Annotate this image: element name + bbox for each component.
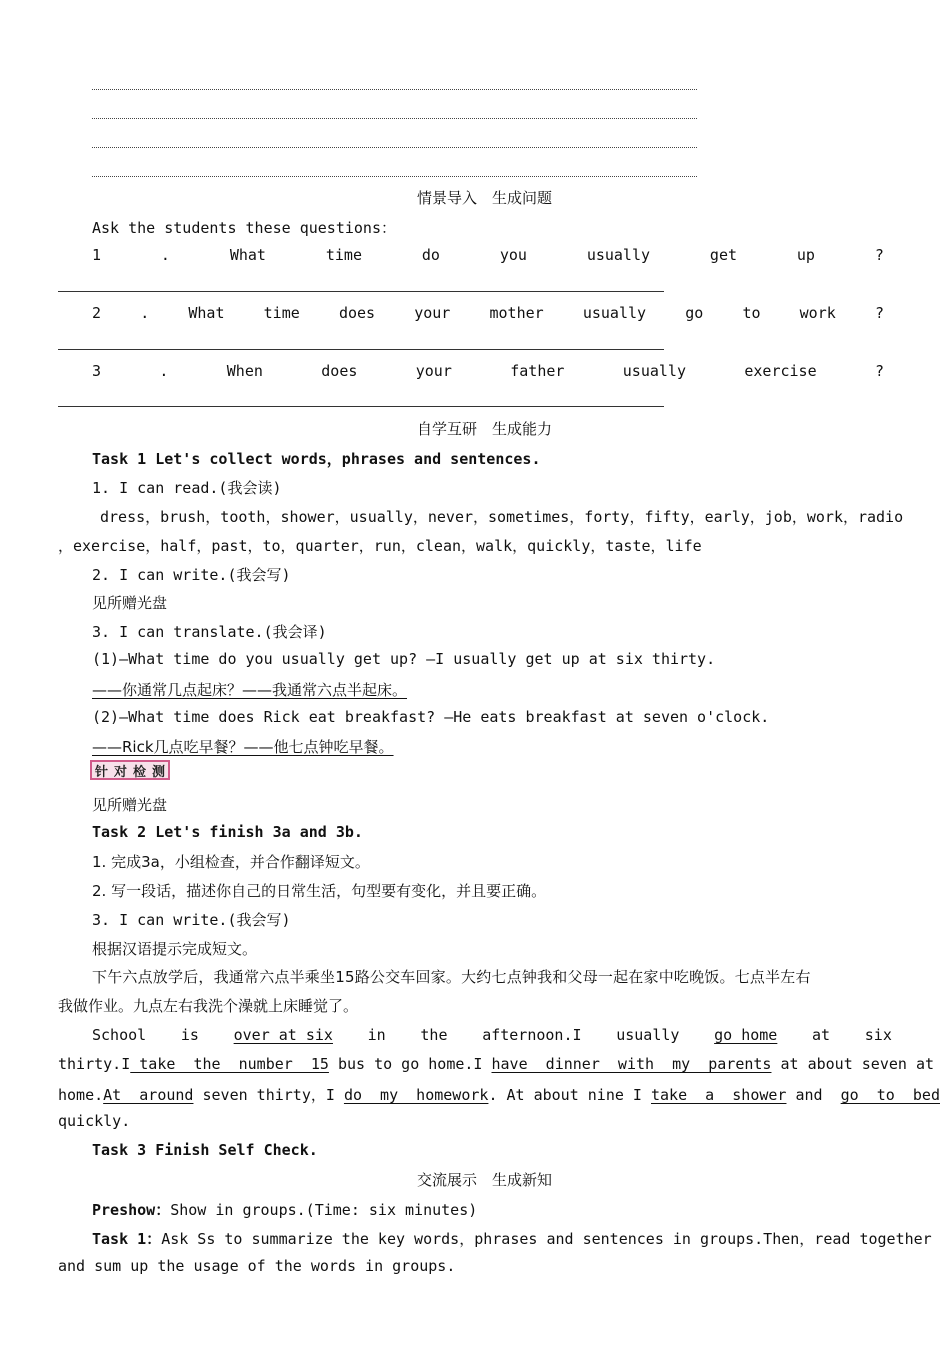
blank-answer: go to bed xyxy=(840,1086,940,1104)
answer-line xyxy=(58,349,664,350)
translate-2-en: (2)—What time does Rick eat breakfast? —He eats breakfast at seven o'clock. xyxy=(92,708,770,726)
passage-line xyxy=(58,1084,940,1105)
passage-word: home. xyxy=(58,1086,104,1104)
word-list: dress，brush，tooth，shower，usually，never，sometimes，forty，fifty，early，job，work，radio xyxy=(100,508,904,526)
passage-word: is xyxy=(180,1026,199,1044)
translate-1-en: (1)—What time do you usually get up? —I usually get up at six thirty. xyxy=(92,650,716,668)
intro-text: Ask the students these questions： xyxy=(92,219,396,237)
passage-line xyxy=(92,1026,892,1044)
passage-word: School xyxy=(92,1026,147,1044)
passage-line xyxy=(58,1055,934,1073)
answer-line xyxy=(58,406,664,407)
blank-answer: take the number 15 xyxy=(130,1055,329,1073)
blank-answer: take a shower xyxy=(651,1086,787,1104)
section-heading: 自学互研 生成能力 xyxy=(417,420,553,438)
translate-1-cn: ——你通常几点起床？——我通常六点半起床。 xyxy=(92,681,408,699)
passage-word: usually xyxy=(616,1026,680,1044)
question-1 xyxy=(92,246,884,264)
answer-line xyxy=(92,118,697,119)
item-read: 1. I can read.(我会读) xyxy=(92,479,282,497)
passage-word: the xyxy=(420,1026,448,1044)
badge-char: 针 xyxy=(94,764,108,780)
question-3 xyxy=(92,362,884,380)
task-text: Ask Ss to summarize the key words，phrases and sentences in groups.Then，read together xyxy=(161,1230,932,1248)
preshow-label: Preshow： xyxy=(92,1201,171,1219)
blank-answer: At around xyxy=(103,1086,194,1104)
preshow-line xyxy=(92,1199,477,1220)
passage-word: . At about nine I xyxy=(488,1086,651,1104)
blank-answer: have dinner with my parents xyxy=(491,1055,772,1073)
passage-line: quickly. xyxy=(58,1112,131,1130)
answer-line xyxy=(92,147,697,148)
passage-word: at about seven at xyxy=(771,1055,935,1073)
passage-word: at xyxy=(812,1026,831,1044)
q-word: get xyxy=(709,246,738,264)
question-2 xyxy=(92,304,884,322)
task-label: Task 1： xyxy=(92,1230,162,1248)
badge-char: 测 xyxy=(151,764,165,780)
q-word: time xyxy=(325,246,362,264)
answer-line xyxy=(92,89,697,90)
passage-word: six xyxy=(864,1026,892,1044)
instruction: 2. 写一段话，描述你自己的日常生活，句型要有变化，并且要正确。 xyxy=(92,882,547,900)
chinese-paragraph: 下午六点放学后，我通常六点半乘坐15路公交车回家。大约七点钟我和父母一起在家中吃晚饭。七点半左右 xyxy=(92,968,811,986)
instruction: 根据汉语提示完成短文。 xyxy=(92,940,258,958)
q-word: your xyxy=(414,304,451,322)
passage-word: thirty.I xyxy=(58,1055,131,1073)
blank-answer: over at six xyxy=(233,1026,333,1044)
q-word: . xyxy=(140,304,150,322)
passage-word: and xyxy=(786,1086,841,1104)
preshow-text: Show in groups.(Time: six minutes) xyxy=(170,1201,478,1219)
q-word: ? xyxy=(874,304,884,322)
q-word: What xyxy=(188,304,225,322)
check-badge xyxy=(90,760,170,780)
q-word: . xyxy=(160,246,170,264)
q-word: do xyxy=(421,246,440,264)
q-word: does xyxy=(321,362,358,380)
q-word: mother xyxy=(489,304,544,322)
answer-line xyxy=(58,291,664,292)
q-word: ? xyxy=(874,246,884,264)
passage-word: bus to go home.I xyxy=(328,1055,492,1073)
q-word: go xyxy=(685,304,704,322)
cd-note: 见所赠光盘 xyxy=(92,796,168,814)
item-translate: 3. I can translate.(我会译) xyxy=(92,623,327,641)
section-heading: 交流展示 生成新知 xyxy=(417,1171,553,1189)
chinese-paragraph: 我做作业。九点左右我洗个澡就上床睡觉了。 xyxy=(58,997,359,1015)
q-word: What xyxy=(229,246,266,264)
q-word: usually xyxy=(586,246,651,264)
answer-line xyxy=(92,176,697,177)
task-line: and sum up the usage of the words in groups. xyxy=(58,1257,456,1275)
q-word: your xyxy=(415,362,452,380)
blank-answer: go home xyxy=(714,1026,778,1044)
badge-char: 检 xyxy=(132,764,146,780)
q-word: 1 xyxy=(92,246,102,264)
translate-2-cn: ——Rick几点吃早餐？——他七点钟吃早餐。 xyxy=(92,738,394,756)
passage-word: afternoon.I xyxy=(482,1026,582,1044)
task-line xyxy=(92,1228,932,1249)
q-word: 3 xyxy=(92,362,102,380)
q-word: exercise xyxy=(744,362,817,380)
q-word: ? xyxy=(874,362,884,380)
task-title: Task 3 Finish Self Check. xyxy=(92,1141,318,1159)
word-list: ，exercise，half，past，to，quarter，run，clean，walk，quickly，taste，life xyxy=(58,537,702,555)
q-word: does xyxy=(338,304,376,322)
q-word: you xyxy=(499,246,527,264)
passage-word: in xyxy=(367,1026,386,1044)
task-title: Task 2 Let's finish 3a and 3b. xyxy=(92,823,363,841)
cd-note: 见所赠光盘 xyxy=(92,594,168,612)
instruction: 3. I can write.(我会写) xyxy=(92,911,291,929)
q-word: father xyxy=(510,362,565,380)
badge-char: 对 xyxy=(113,764,127,780)
q-word: to xyxy=(742,304,761,322)
q-word: 2 xyxy=(92,304,102,322)
instruction: 1. 完成3a，小组检查，并合作翻译短文。 xyxy=(92,853,370,871)
q-word: . xyxy=(159,362,169,380)
q-word: usually xyxy=(622,362,686,380)
blank-answer: do my homework xyxy=(343,1086,489,1104)
q-word: time xyxy=(263,304,300,322)
section-heading: 情景导入 生成问题 xyxy=(417,189,553,207)
q-word: work xyxy=(799,304,836,322)
q-word: up xyxy=(796,246,815,264)
q-word: When xyxy=(226,362,263,380)
q-word: usually xyxy=(582,304,647,322)
item-write: 2. I can write.(我会写) xyxy=(92,566,291,584)
task-title: Task 1 Let's collect words，phrases and sentences. xyxy=(92,450,541,468)
passage-word: seven thirty，I xyxy=(193,1086,344,1104)
